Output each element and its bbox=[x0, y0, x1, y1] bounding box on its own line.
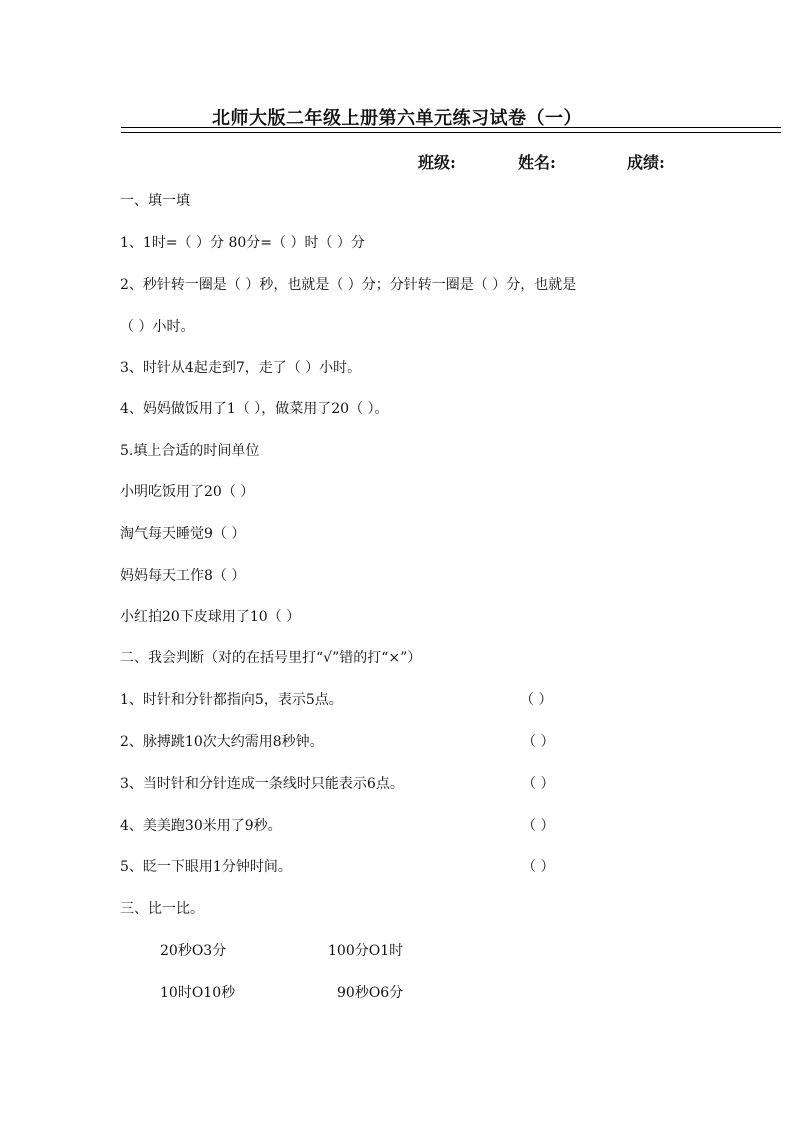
judge-question-2: 2、脉搏跳10次大约需用8秒钟。 bbox=[120, 734, 324, 750]
score-label: 成绩: bbox=[627, 153, 665, 172]
compare-item: 90秒O6分 bbox=[337, 985, 404, 1001]
compare-item: 100分O1时 bbox=[328, 943, 404, 959]
judge-answer-blank-5: （ ） bbox=[522, 859, 555, 875]
fill-question-4: 4、妈妈做饭用了1（ ），做菜用了20（ ）。 bbox=[120, 401, 389, 417]
fill-question-5-item: 淘气每天睡觉9（ ） bbox=[120, 526, 246, 542]
compare-item: 20秒O3分 bbox=[160, 943, 227, 959]
fill-question-5-item: 妈妈每天工作8（ ） bbox=[120, 568, 246, 584]
class-label: 班级: bbox=[418, 153, 456, 172]
title-underline-bottom bbox=[121, 132, 781, 133]
judge-answer-blank-2: （ ） bbox=[522, 734, 555, 750]
section-compare-heading: 三、比一比。 bbox=[120, 901, 204, 917]
fill-question-2-line2: （ ）小时。 bbox=[120, 319, 195, 335]
judge-question-4: 4、美美跑30米用了9秒。 bbox=[120, 818, 282, 834]
compare-item: 10时O10秒 bbox=[160, 985, 236, 1001]
judge-question-3: 3、当时针和分针连成一条线时只能表示6点。 bbox=[120, 776, 404, 792]
judge-answer-blank-4: （ ） bbox=[522, 818, 555, 834]
judge-question-5: 5、眨一下眼用1分钟时间。 bbox=[120, 859, 292, 875]
fill-question-2-line1: 2、秒针转一圈是（ ）秒，也就是（ ）分；分针转一圈是（ ）分，也就是 bbox=[120, 277, 577, 293]
judge-question-1: 1、时针和分针都指向5，表示5点。 bbox=[120, 692, 343, 708]
judge-answer-blank-1: （ ） bbox=[520, 692, 553, 708]
judge-answer-blank-3: （ ） bbox=[522, 776, 555, 792]
page-title: 北师大版二年级上册第六单元练习试卷（一） bbox=[212, 108, 582, 129]
fill-question-5-heading: 5.填上合适的时间单位 bbox=[120, 443, 260, 459]
name-label: 姓名: bbox=[518, 153, 556, 172]
fill-question-5-item: 小红拍20下皮球用了10（ ） bbox=[120, 609, 301, 625]
fill-question-3: 3、时针从4起走到7，走了（ ）小时。 bbox=[120, 360, 362, 376]
title-underline-top bbox=[121, 127, 781, 128]
fill-question-1: 1、1时=（ ）分 80分=（ ）时（ ）分 bbox=[120, 235, 365, 251]
section-judge-heading: 二、我会判断（对的在括号里打“√”错的打“×”） bbox=[120, 650, 422, 666]
fill-question-5-item: 小明吃饭用了20（ ） bbox=[120, 484, 255, 500]
section-fill-heading: 一、填一填 bbox=[120, 193, 190, 209]
